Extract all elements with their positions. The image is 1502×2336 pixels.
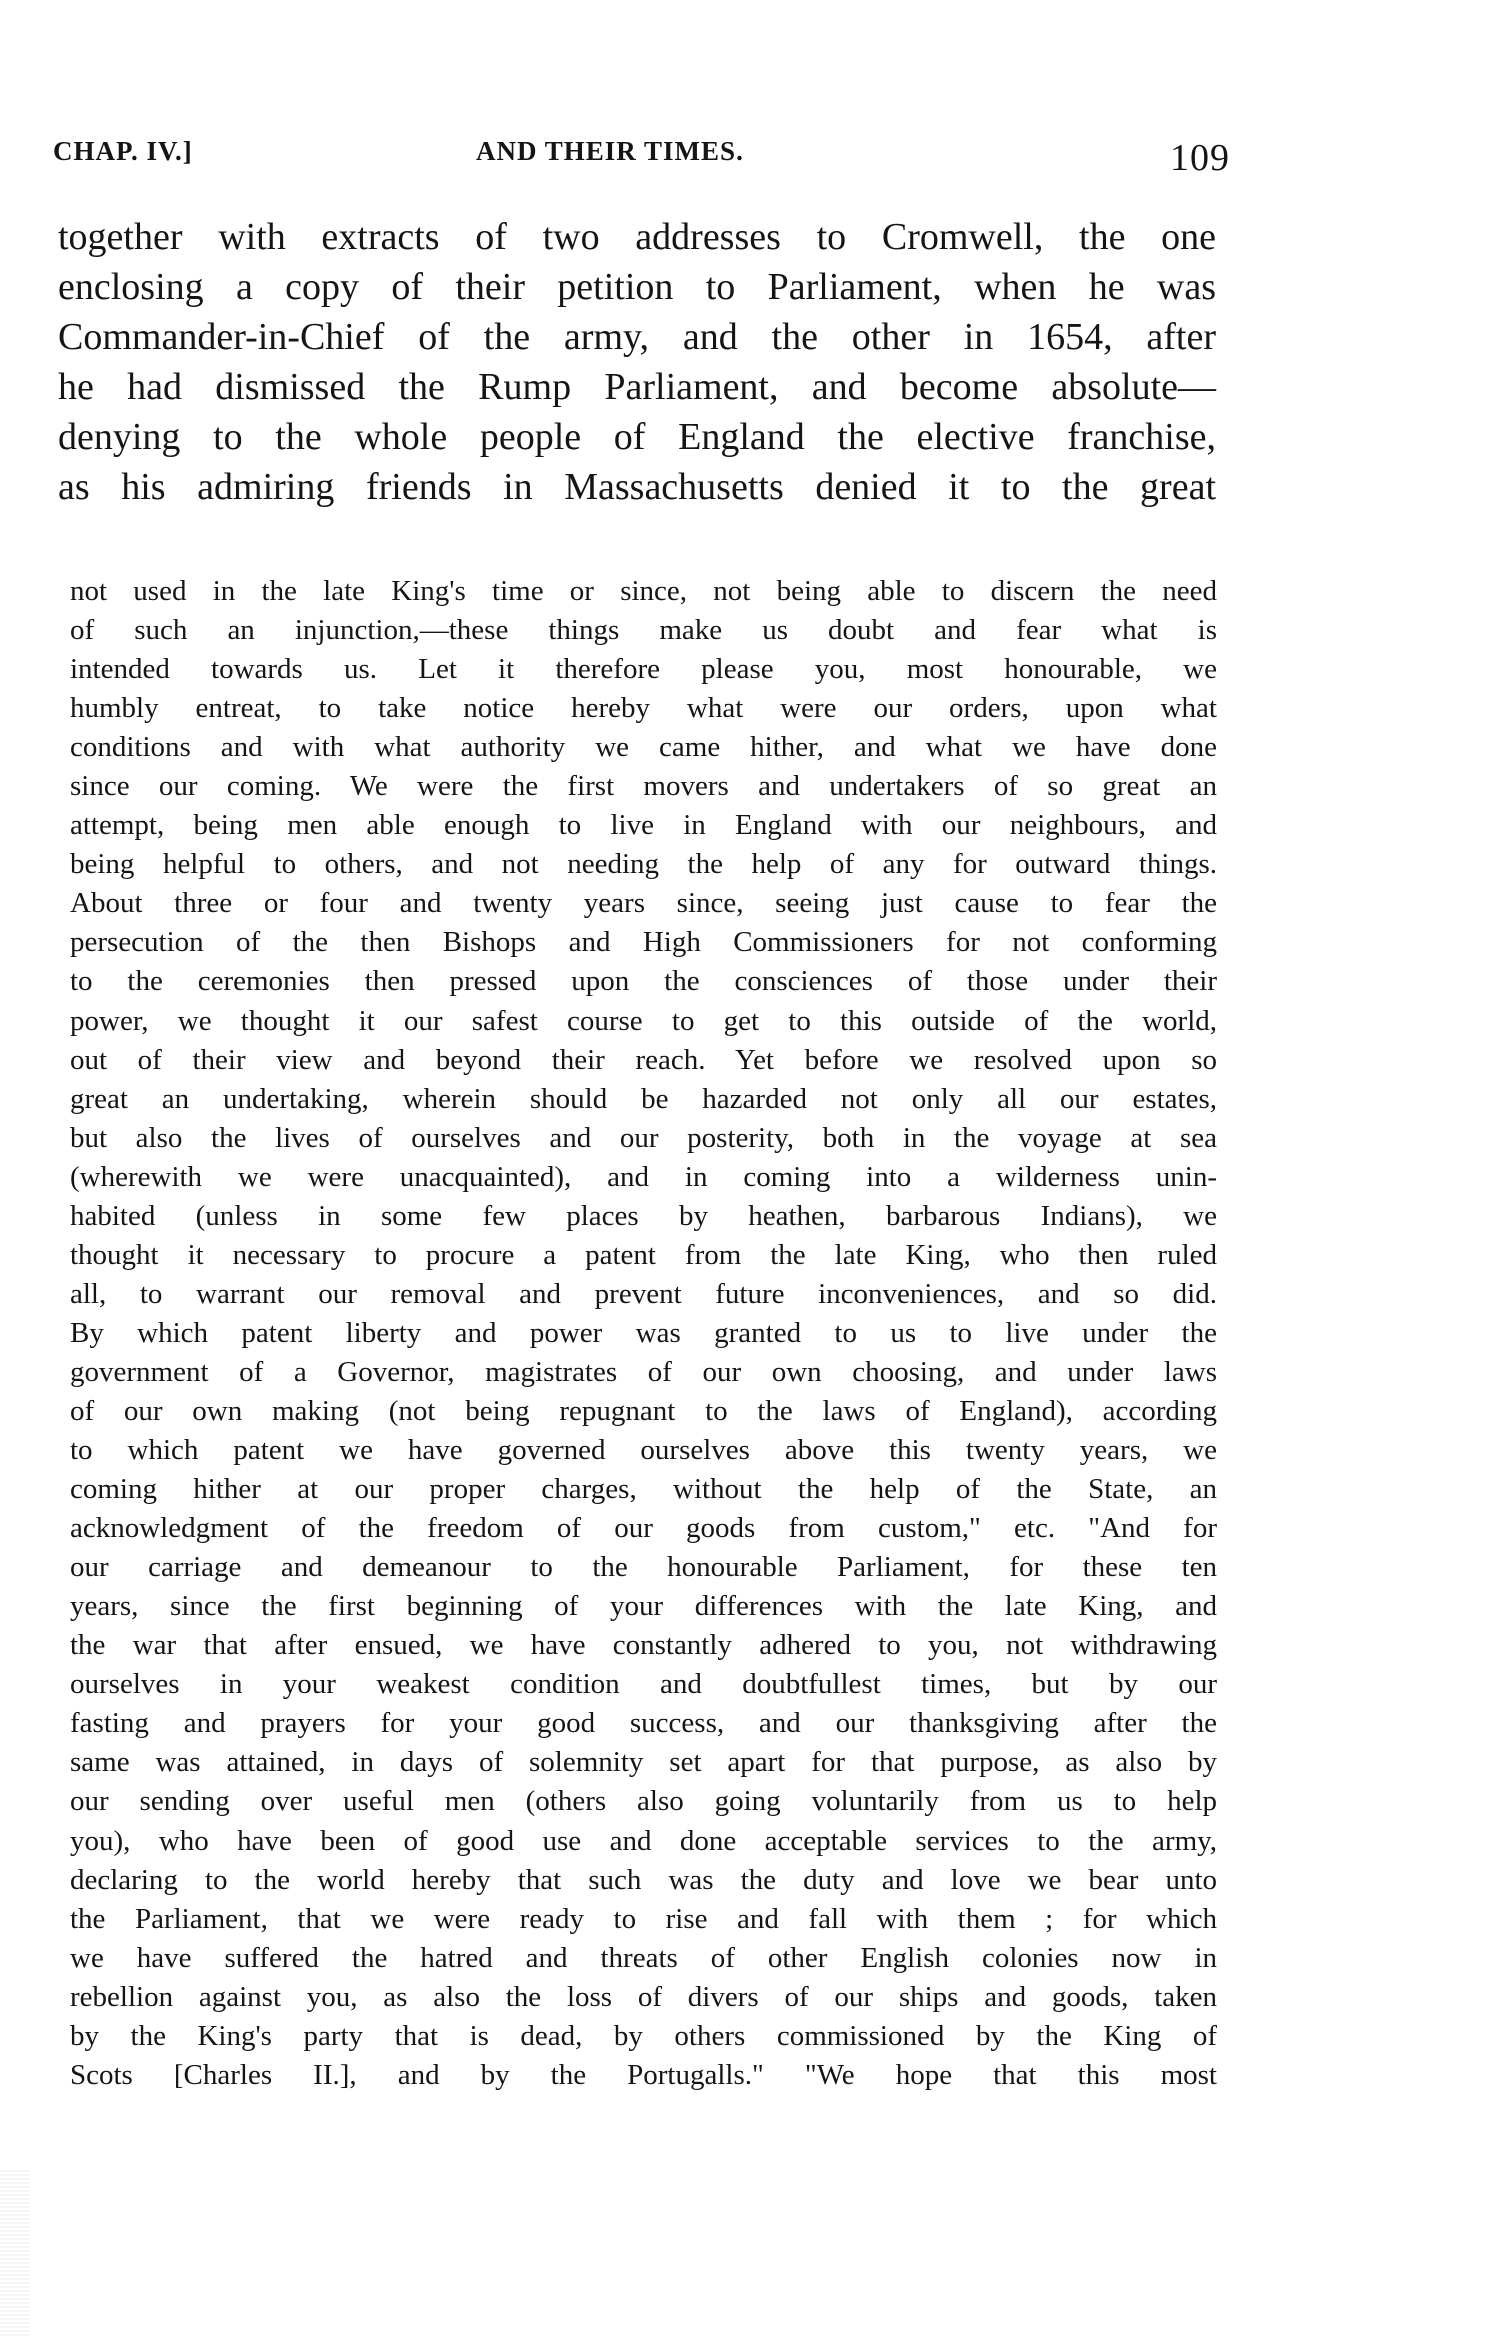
footnote-line: rebellion against you, as also the loss of divers of our ships and goods, taken <box>70 1980 1217 2013</box>
footnote-line: Scots [Charles II.], and by the Portugalls." "We hope that this most <box>70 2058 1217 2091</box>
footnote-line: thought it necessary to procure a patent from the late King, who then ruled <box>70 1238 1217 1271</box>
footnote-line: habited (unless in some few places by heathen, barbarous Indians), we <box>70 1199 1217 1232</box>
footnote-line: of such an injunction,—these things make us doubt and fear what is <box>70 614 1217 647</box>
footnote-line: attempt, being men able enough to live in England with our neighbours, and <box>70 809 1217 842</box>
footnote-line: fasting and prayers for your good success, and our thanksgiving after the <box>70 1707 1217 1740</box>
footnote-line: power, we thought it our safest course to get to this outside of the world, <box>70 1004 1217 1037</box>
footnote-line: out of their view and beyond their reach. Yet before we resolved upon so <box>70 1043 1217 1076</box>
footnote-line: our sending over useful men (others also going voluntarily from us to help <box>70 1785 1217 1818</box>
footnote-line: government of a Governor, magistrates of our own choosing, and under laws <box>70 1355 1217 1388</box>
footnote-line: but also the lives of ourselves and our posterity, both in the voyage at sea <box>70 1121 1217 1154</box>
footnote-line: coming hither at our proper charges, without the help of the State, an <box>70 1473 1217 1506</box>
running-title: AND THEIR TIMES. <box>476 136 744 166</box>
footnote-line: About three or four and twenty years since, seeing just cause to fear the <box>70 887 1217 920</box>
footnote-line: to the ceremonies then pressed upon the consciences of those under their <box>70 965 1217 998</box>
page-number: 109 <box>1170 137 1230 179</box>
footnote-line: humbly entreat, to take notice hereby what were our orders, upon what <box>70 692 1217 725</box>
footnote-line: the war that after ensued, we have constantly adhered to you, not withdrawing <box>70 1629 1217 1662</box>
footnote-line: (wherewith we were unacquainted), and in coming into a wilderness unin- <box>70 1160 1217 1193</box>
chapter-label: CHAP. IV.] <box>53 136 193 166</box>
footnote-block <box>70 572 1217 2095</box>
body-line: enclosing a copy of their petition to Parliament, when he was <box>58 266 1216 308</box>
body-line: denying to the whole people of England the elective franchise, <box>58 416 1216 458</box>
footnote-line: of our own making (not being repugnant to the laws of England), according <box>70 1394 1217 1427</box>
footnote-line: ourselves in your weakest condition and doubtfullest times, but by our <box>70 1668 1217 1701</box>
footnote-line: intended towards us. Let it therefore please you, most honourable, we <box>70 653 1217 686</box>
footnote-line: not used in the late King's time or since, not being able to discern the need <box>70 575 1217 607</box>
footnote-line: our carriage and demeanour to the honourable Parliament, for these ten <box>70 1551 1217 1584</box>
body-line: together with extracts of two addresses to Cromwell, the one <box>58 216 1216 258</box>
footnote-line: same was attained, in days of solemnity set apart for that purpose, as also by <box>70 1746 1217 1779</box>
footnote-line: being helpful to others, and not needing the help of any for outward things. <box>70 848 1217 881</box>
footnote-line: the Parliament, that we were ready to rise and fall with them ; for which <box>70 1902 1217 1935</box>
body-line: he had dismissed the Rump Parliament, and become absolute— <box>58 366 1216 408</box>
footnote-line: great an undertaking, wherein should be hazarded not only all our estates, <box>70 1082 1217 1115</box>
body-line: as his admiring friends in Massachusetts denied it to the great <box>58 466 1216 508</box>
body-paragraph <box>58 212 1216 512</box>
footnote-line: conditions and with what authority we came hither, and what we have done <box>70 731 1217 764</box>
footnote-line: persecution of the then Bishops and High Commissioners for not conforming <box>70 926 1217 959</box>
running-head <box>53 136 1230 179</box>
body-line: Commander-in-Chief of the army, and the other in 1654, after <box>58 316 1216 358</box>
footnote-line: we have suffered the hatred and threats of other English colonies now in <box>70 1941 1217 1974</box>
footnote-line: acknowledgment of the freedom of our goods from custom," etc. "And for <box>70 1512 1217 1545</box>
footnote-line: to which patent we have governed ourselves above this twenty years, we <box>70 1434 1217 1467</box>
scan-edge-shading <box>0 2170 30 2336</box>
footnote-line: declaring to the world hereby that such was the duty and love we bear unto <box>70 1863 1217 1896</box>
footnote-line: by the King's party that is dead, by others commissioned by the King of <box>70 2019 1217 2052</box>
footnote-line: By which patent liberty and power was granted to us to live under the <box>70 1316 1217 1349</box>
footnote-line: you), who have been of good use and done acceptable services to the army, <box>70 1824 1217 1857</box>
footnote-line: since our coming. We were the first movers and undertakers of so great an <box>70 770 1217 803</box>
footnote-line: all, to warrant our removal and prevent future inconveniences, and so did. <box>70 1277 1217 1310</box>
footnote-line: years, since the first beginning of your differences with the late King, and <box>70 1590 1217 1623</box>
